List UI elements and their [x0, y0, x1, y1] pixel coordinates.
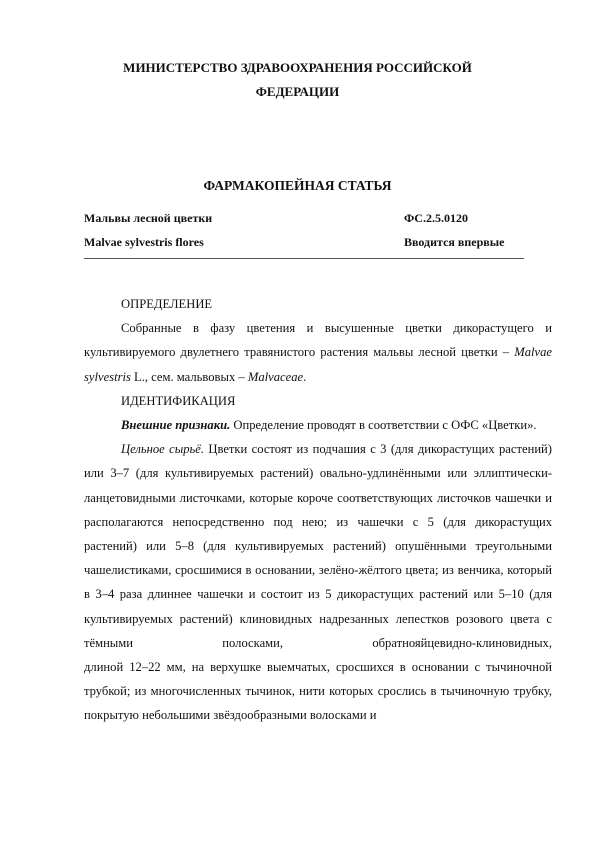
header-divider: [84, 258, 524, 259]
whole-raw-label: Цельное сырьё.: [121, 442, 204, 457]
article-status: Вводится впервые: [404, 235, 505, 249]
whole-raw-text-1: Цветки состоят из подчашия с 3 (для дикорастущих растений) или 3–7 (для культивируемых растений) овально-удлинёнными или эллиптически-ланцетовидными листочками, которые короче соответствующих листочков чашечки и располагаются непосредственно под нею; из чашечки с 5 (для дикорастущих растений) или 5–8 (для культивируемых растений) опушёнными треугольными чашелистиками, сросшимися в основании, зелёно-жёлтого цвета; из венчика, который в 3–4 раза длиннее чашечки и состоит из 5 дикорастущих растений или 5–10 (для культивируемых растений) клиновидных надрезанных лепестков розового цвета с тёмными полосками, обратнояйцевидно-клиновидных,: [84, 442, 552, 650]
article-body: [84, 292, 552, 728]
external-signs-paragraph: [84, 413, 552, 437]
ministry-line-1: МИНИСТЕРСТВО ЗДРАВООХРАНЕНИЯ РОССИЙСКОЙ: [123, 60, 472, 75]
definition-text-1: Собранные в фазу цветения и высушенные цветки дикорастущего и культивируемого двулетнего травянистого растения мальвы лесной цветки –: [84, 321, 552, 360]
ministry-line-2: ФЕДЕРАЦИИ: [255, 84, 340, 99]
drug-name-ru: Мальвы лесной цветки: [84, 211, 213, 225]
species-author: L.: [130, 369, 145, 384]
drug-name-lat: Malvae sylvestris flores: [84, 235, 204, 249]
header-row-1: [84, 209, 524, 227]
ministry-header: [60, 56, 535, 104]
definition-end: .: [303, 369, 307, 384]
external-signs-label: Внешние признаки.: [121, 418, 231, 433]
external-signs-text: Определение проводят в соответствии с ОФС «Цветки».: [230, 418, 537, 433]
article-title: ФАРМАКОПЕЙНАЯ СТАТЬЯ: [203, 178, 392, 193]
whole-raw-paragraph-cont: длиной 12–22 мм, на верхушке выемчатых, сросшихся в основании с тычиночной трубкой; из многочисленных тычинок, нити которых срослись в тычиночную трубку, покрытую небольшими звёздообразными волосками и: [84, 660, 552, 723]
family-name: Malvaceae: [247, 369, 304, 384]
section-heading-definition: ОПРЕДЕЛЕНИЕ: [121, 297, 213, 311]
article-code: ФС.2.5.0120: [404, 211, 468, 225]
header-row-2: [84, 233, 524, 251]
section-heading-identification: ИДЕНТИФИКАЦИЯ: [121, 393, 236, 408]
whole-raw-paragraph: [84, 437, 552, 655]
definition-text-2: , сем. мальвовых –: [144, 369, 248, 384]
species-name: Malvae sylvestris: [84, 345, 552, 384]
definition-paragraph: [84, 316, 552, 389]
